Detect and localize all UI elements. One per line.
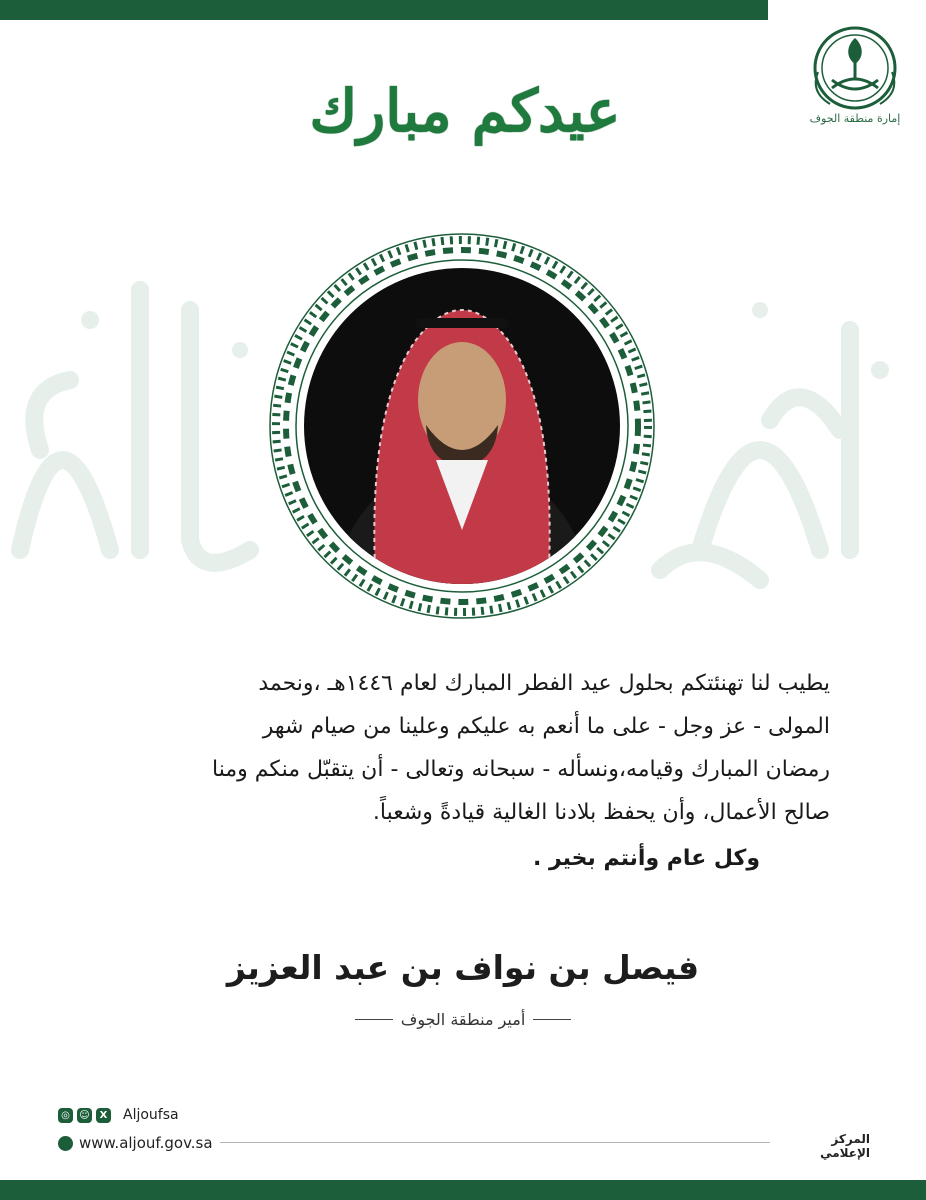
- signature-name: فيصل بن نواف بن عبد العزيز: [226, 948, 700, 987]
- signature-title: أمير منطقة الجوف: [400, 1010, 526, 1029]
- eid-mubarak-title: عيدكم مبارك: [309, 77, 621, 145]
- signature-title-row: [300, 1010, 626, 1029]
- x-icon[interactable]: X: [96, 1108, 111, 1123]
- website-url[interactable]: www.aljouf.gov.sa: [79, 1134, 213, 1152]
- instagram-icon[interactable]: ◎: [58, 1108, 73, 1123]
- portrait-frame: [266, 230, 658, 622]
- media-center-label: المركز الإعلامي: [820, 1132, 870, 1160]
- message-line: صالح الأعمال، وأن يحفظ بلادنا الغالية قيادةً وشعباً.: [372, 800, 830, 825]
- website-link[interactable]: [58, 1134, 213, 1152]
- closing-wish: وكل عام وأنتم بخير .: [532, 846, 760, 871]
- message-line: يطيب لنا تهنئتكم بحلول عيد الفطر المبارك لعام ١٤٤٦هـ ،ونحمد: [258, 671, 830, 696]
- divider-line: [533, 1019, 571, 1021]
- bottom-bar: [0, 1180, 926, 1200]
- top-bar: [0, 0, 768, 20]
- greeting-message: [96, 662, 830, 834]
- message-line: المولى - عز وجل - على ما أنعم به عليكم وعلينا من صيام شهر: [262, 714, 830, 739]
- social-handle[interactable]: Aljoufsa: [123, 1107, 179, 1123]
- globe-icon: [58, 1136, 73, 1151]
- social-links: [58, 1107, 179, 1123]
- snapchat-icon[interactable]: ☺: [77, 1108, 92, 1123]
- footer-divider: [220, 1142, 770, 1143]
- message-line: رمضان المبارك وقيامه،ونسأله - سبحانه وتعالى - أن يتقبّل منكم ومنا: [212, 757, 830, 782]
- divider-line: [355, 1019, 393, 1021]
- emblem-caption: إمارة منطقة الجوف: [809, 112, 901, 125]
